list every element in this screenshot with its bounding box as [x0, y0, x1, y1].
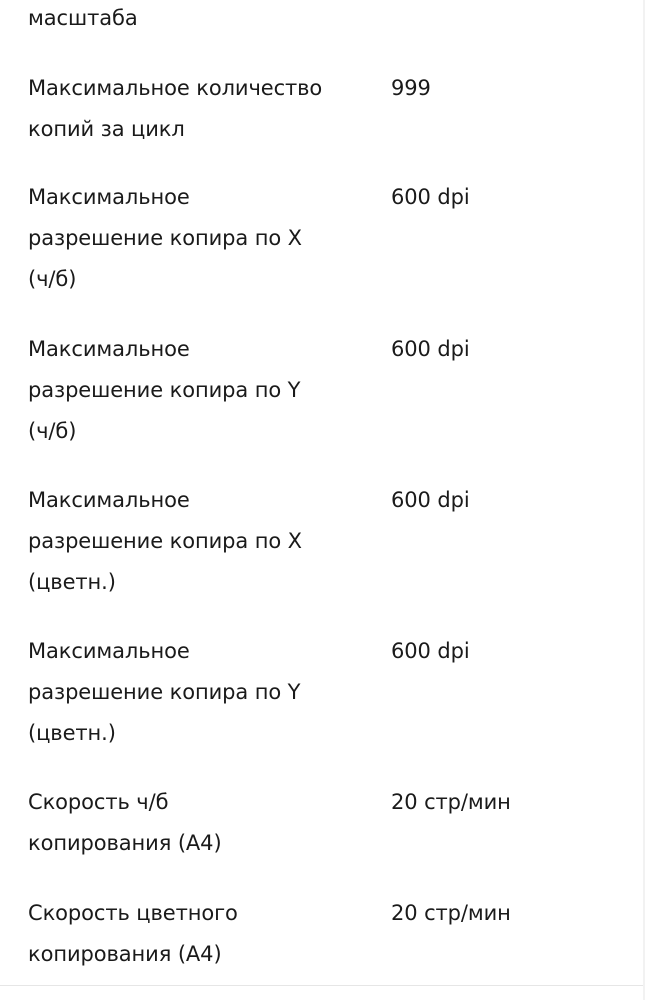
spec-value: 600 dpi — [391, 488, 470, 512]
spec-label: Максимальное разрешение копира по X (ч/б) — [28, 185, 302, 291]
spec-label: Максимальное количество копий за цикл — [28, 76, 323, 141]
spec-label: масштаба — [28, 6, 138, 30]
spec-value: 600 dpi — [391, 639, 470, 663]
spec-value: 20 стр/мин — [391, 790, 511, 814]
bottom-divider — [0, 985, 645, 986]
spec-label: Скорость ч/б копирования (A4) — [28, 790, 222, 855]
spec-value: 999 — [391, 76, 431, 100]
spec-value: 600 dpi — [391, 185, 470, 209]
spec-label: Максимальное разрешение копира по Y (ч/б) — [28, 337, 301, 443]
spec-label: Скорость цветного копирования (A4) — [28, 901, 238, 966]
spec-value: 20 стр/мин — [391, 901, 511, 925]
spec-value: 600 dpi — [391, 337, 470, 361]
spec-label: Максимальное разрешение копира по Y (цветн.) — [28, 639, 301, 745]
spec-label: Максимальное разрешение копира по X (цветн.) — [28, 488, 302, 594]
